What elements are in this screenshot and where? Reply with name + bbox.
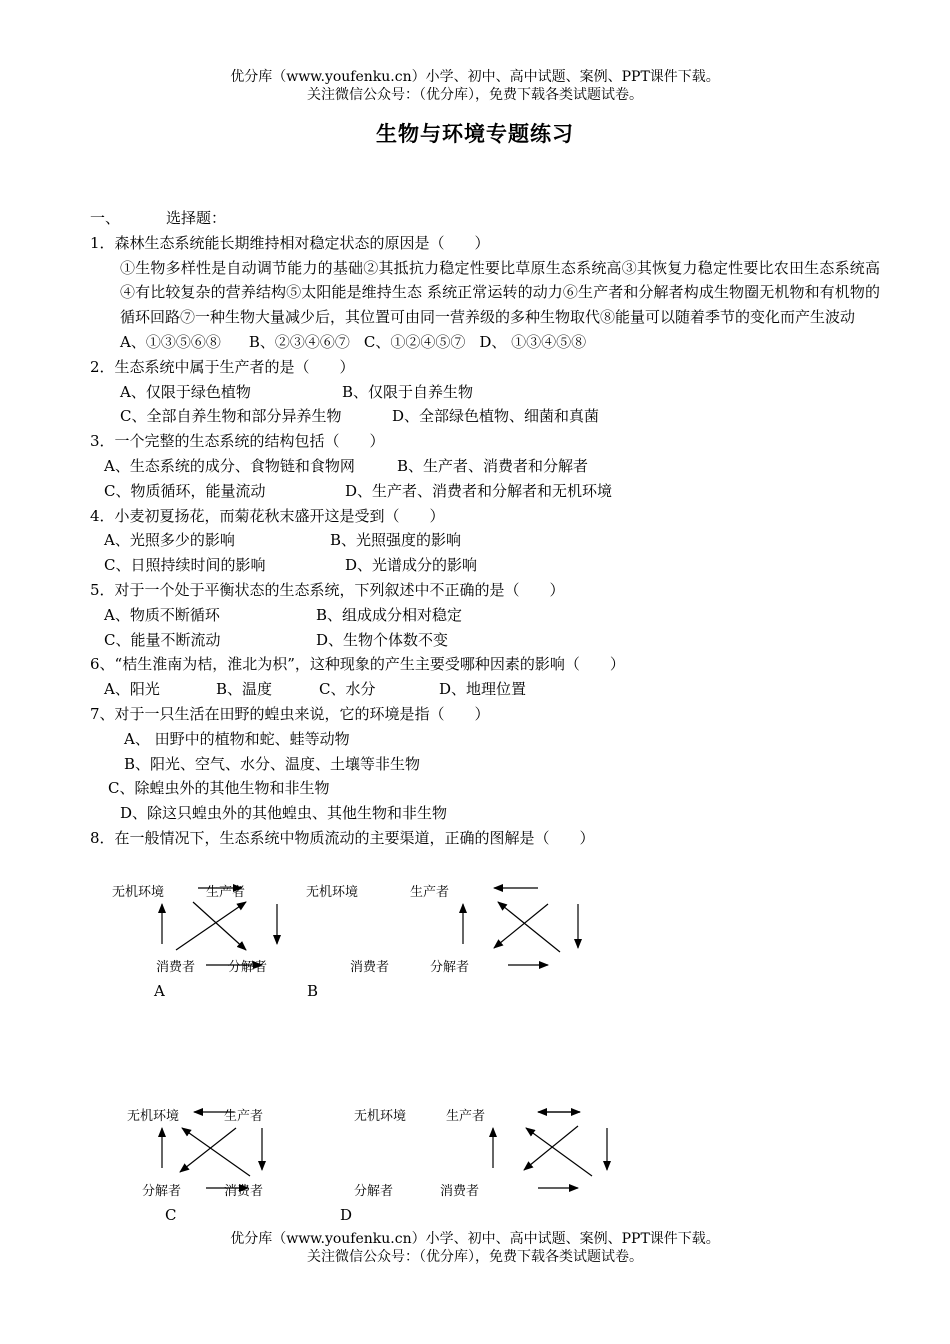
q3-option-d: D、生产者、消费者和分解者和无机环境 — [345, 481, 613, 500]
page-title: 生物与环境专题练习 — [376, 121, 574, 146]
diagram-a-caption: A — [154, 982, 165, 1000]
q4-option-c: C、日照持续时间的影响 — [104, 556, 266, 575]
diagram-d-arrow-diag-2 — [526, 1128, 592, 1176]
footer-line-1: 优分库（www.youfenku.cn）小学、初中、高中试题、案例、PPT课件下载。 — [230, 1231, 720, 1247]
diagram-d-top-left-label: 无机环境 — [354, 1109, 407, 1124]
q6-option-a: A、阳光 — [104, 680, 160, 699]
q6-option-c: C、水分 — [319, 680, 376, 699]
q6-option-d: D、地理位置 — [439, 680, 527, 699]
q7-option-b: B、阳光、空气、水分、温度、土壤等非生物 — [124, 754, 421, 773]
diagram-a-arrow-diag-1 — [176, 902, 246, 950]
q1-option-a: A、①③⑤⑥⑧ — [120, 332, 221, 351]
diagram-c-caption: C — [165, 1206, 177, 1224]
q3-option-b: B、生产者、消费者和分解者 — [397, 456, 589, 475]
q5-option-b: B、组成成分相对稳定 — [316, 605, 463, 624]
q5-option-d: D、生物个体数不变 — [316, 630, 449, 649]
q7-option-d: D、除这只蝗虫外的其他蝗虫、其他生物和非生物 — [120, 804, 448, 823]
q2-option-c: C、全部自养生物和部分异养生物 — [120, 407, 342, 426]
diagram-c-arrow-diag-1 — [180, 1128, 236, 1172]
q2-option-d: D、全部绿色植物、细菌和真菌 — [392, 407, 600, 426]
diagram-c-bottom-left-label: 分解者 — [142, 1184, 182, 1199]
header-line-2: 关注微信公众号：（优分库），免费下载各类试题试卷。 — [307, 87, 643, 103]
diagram-d-caption: D — [340, 1206, 353, 1224]
q1-option-b: B、②③④⑥⑦ — [248, 332, 350, 351]
q2-stem: 2．生态系统中属于生产者的是（ ） — [90, 357, 355, 376]
diagram-b-arrow-diag-2 — [498, 902, 560, 952]
diagram-a-top-left-label: 无机环境 — [112, 885, 165, 900]
diagram-a-arrow-diag-2 — [193, 902, 246, 950]
diagram-b-bottom-right-label: 分解者 — [430, 960, 470, 975]
q3-option-a: A、生态系统的成分、食物链和食物网 — [104, 456, 355, 475]
diagram-b-bottom-left-label: 消费者 — [350, 960, 390, 975]
q5-stem: 5．对于一个处于平衡状态的生态系统，下列叙述中不正确的是（ ） — [90, 580, 565, 599]
diagram-c-bottom-right-label: 消费者 — [224, 1184, 264, 1199]
q4-stem: 4．小麦初夏扬花，而菊花秋末盛开这是受到（ ） — [90, 506, 445, 525]
q3-option-c: C、物质循环，能量流动 — [104, 481, 266, 500]
q7-stem: 7、对于一只生活在田野的蝗虫来说，它的环境是指（ ） — [90, 704, 490, 723]
q4-option-a: A、光照多少的影响 — [104, 531, 235, 550]
q1-option-d: D、 ①③④⑤⑧ — [479, 332, 587, 351]
q7-option-c: C、除蝗虫外的其他生物和非生物 — [108, 779, 330, 798]
diagram-a-bottom-left-label: 消费者 — [156, 960, 196, 975]
q4-option-d: D、光谱成分的影响 — [345, 556, 478, 575]
diagram-a-top-right-label: 生产者 — [206, 885, 246, 900]
section-label: 选择题： — [166, 209, 227, 227]
q1-stem: 1．森林生态系统能长期维持相对稳定状态的原因是（ ） — [90, 233, 490, 252]
q5-option-c: C、能量不断流动 — [104, 630, 221, 649]
diagram-d-bottom-right-label: 消费者 — [440, 1184, 480, 1199]
diagram-c-arrow-diag-2 — [182, 1128, 250, 1176]
header-line-1: 优分库（www.youfenku.cn）小学、初中、高中试题、案例、PPT课件下载。 — [230, 69, 720, 85]
diagram-b-arrow-diag-1 — [494, 904, 548, 948]
q2-option-b: B、仅限于自养生物 — [342, 382, 474, 401]
diagram-d-bottom-left-label: 分解者 — [354, 1184, 394, 1199]
q7-option-a: A、 田野中的植物和蛇、蛙等动物 — [124, 729, 350, 748]
q2-option-a: A、仅限于绿色植物 — [120, 382, 251, 401]
q5-option-a: A、物质不断循环 — [104, 605, 220, 624]
diagram-c-top-left-label: 无机环境 — [127, 1109, 180, 1124]
q3-stem: 3．一个完整的生态系统的结构包括（ ） — [90, 432, 385, 451]
section-number: 一、 — [90, 209, 121, 227]
footer-line-2: 关注微信公众号：（优分库），免费下载各类试题试卷。 — [307, 1249, 643, 1265]
diagram-c-top-right-label: 生产者 — [224, 1109, 264, 1124]
q6-option-b: B、温度 — [216, 680, 273, 699]
q1-description: ①生物多样性是自动调节能力的基础②其抵抗力稳定性要比草原生态系统高③其恢复力稳定性要比农田生态系统高④有比较复杂的营养结构⑤太阳能是维持生态 系统正常运转的动力⑥生产者和分解者构成生物圈无机物和有机物的循环回路⑦一种生物大量减少后，其位置可由同一营养级的多种生物取代⑧能量可以随着季节的变化而产生波动 — [120, 258, 880, 327]
diagram-d-top-right-label: 生产者 — [446, 1109, 486, 1124]
diagram-a-bottom-right-label: 分解者 — [228, 960, 268, 975]
q6-stem: 6、“桔生淮南为桔，淮北为枳”，这种现象的产生主要受哪种因素的影响（ ） — [90, 655, 625, 674]
q4-option-b: B、光照强度的影响 — [330, 531, 462, 550]
diagram-b-top-left-label: 无机环境 — [306, 885, 359, 900]
diagram-b-top-right-label: 生产者 — [410, 885, 450, 900]
q1-option-c: C、①②④⑤⑦ — [363, 332, 466, 351]
diagram-b-caption: B — [307, 982, 319, 1000]
q8-stem: 8．在一般情况下，生态系统中物质流动的主要渠道，正确的图解是（ ） — [90, 828, 595, 847]
